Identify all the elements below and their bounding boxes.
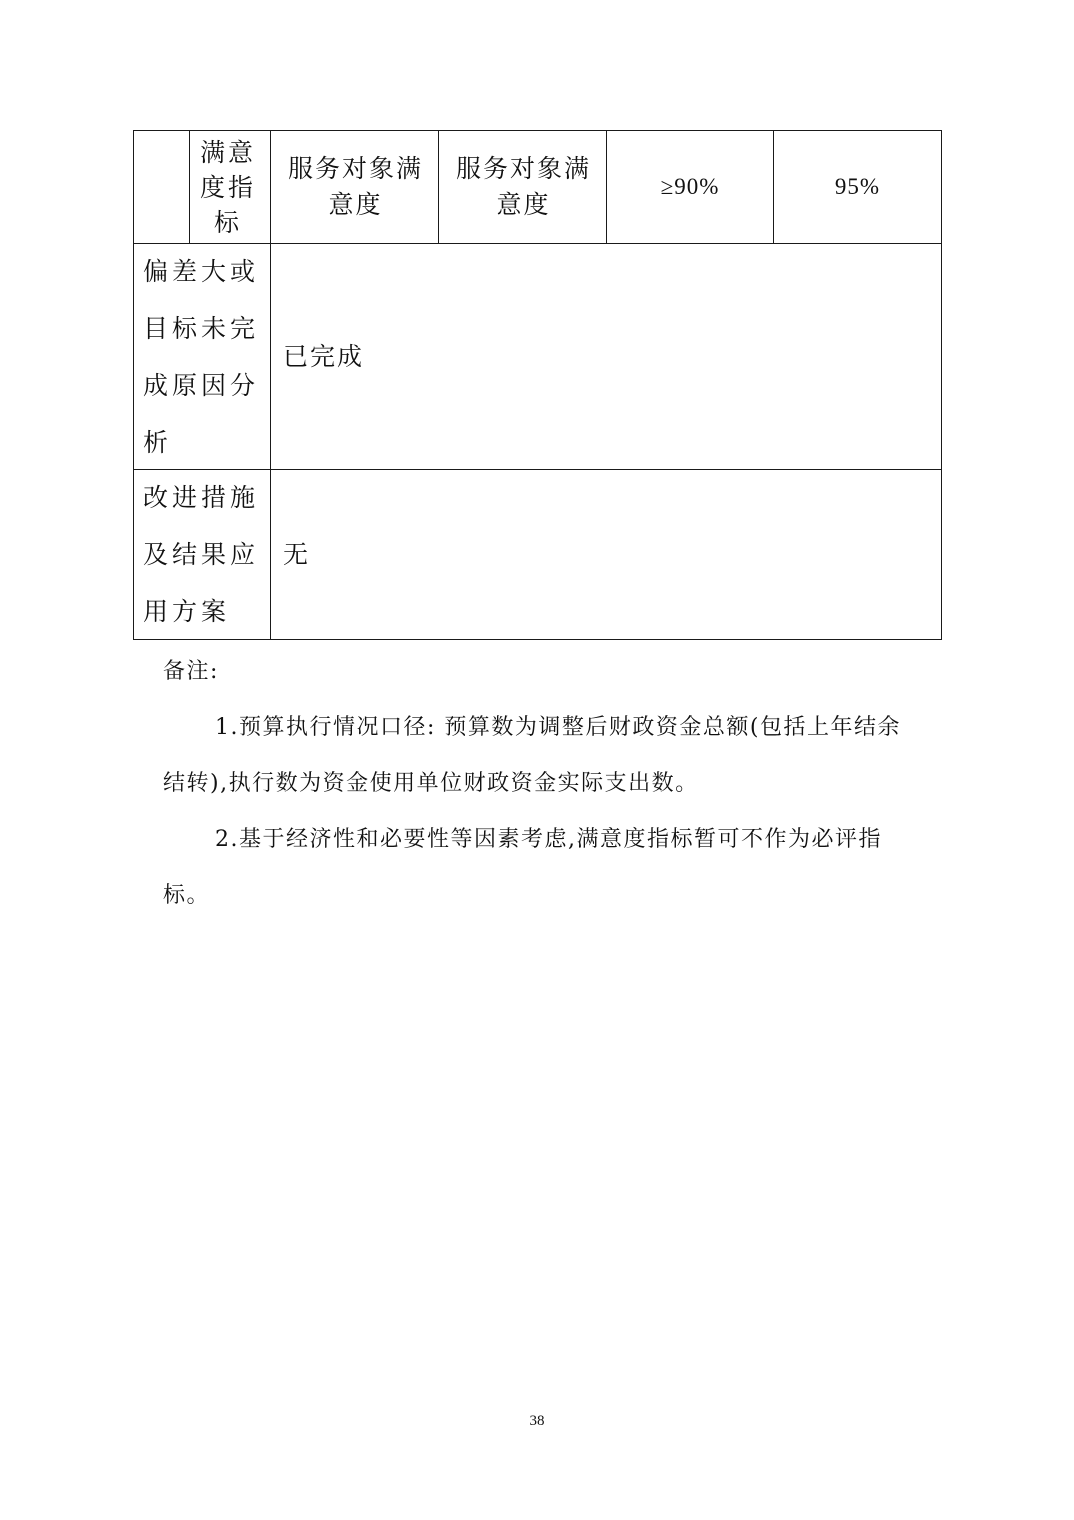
actual-value-text: 95% [834, 174, 881, 199]
level3-indicator-cell [273, 131, 438, 243]
deviation-value-cell [283, 244, 933, 469]
note-item-2: 2.基于经济性和必要性等因素考虑,满意度指标暂可不作为必评指标。 [163, 827, 882, 908]
deviation-value-text: 已完成 [283, 341, 365, 371]
level2-category-cell [193, 131, 263, 243]
page-number: 38 [529, 1413, 545, 1429]
note-item-1: 1.预算执行情况口径: 预算数为调整后财政资金总额(包括上年结余结转),执行数为资金使用单位财政资金实际支出数。 [163, 715, 901, 796]
improvement-value-cell [283, 470, 933, 639]
actual-value-cell [774, 131, 941, 243]
indicator-content-cell [441, 131, 606, 243]
level1-empty-cell [134, 131, 189, 243]
improvement-label-cell [143, 470, 269, 639]
deviation-label-text: 偏差大或目标未完成原因分析 [143, 256, 260, 457]
indicator-content-text: 服务对象满意度 [455, 154, 591, 219]
target-value-cell [607, 131, 773, 243]
performance-table [133, 130, 942, 640]
level3-indicator-text: 服务对象满意度 [287, 154, 423, 219]
notes-heading: 备注: [163, 659, 219, 684]
deviation-label-cell [143, 244, 269, 469]
notes-section [163, 644, 923, 924]
improvement-value-text: 无 [283, 539, 311, 569]
improvement-label-text: 改进措施及结果应用方案 [143, 483, 260, 626]
target-value-text: ≥90% [660, 174, 720, 199]
level2-category-text: 满意度指标 [199, 137, 256, 237]
